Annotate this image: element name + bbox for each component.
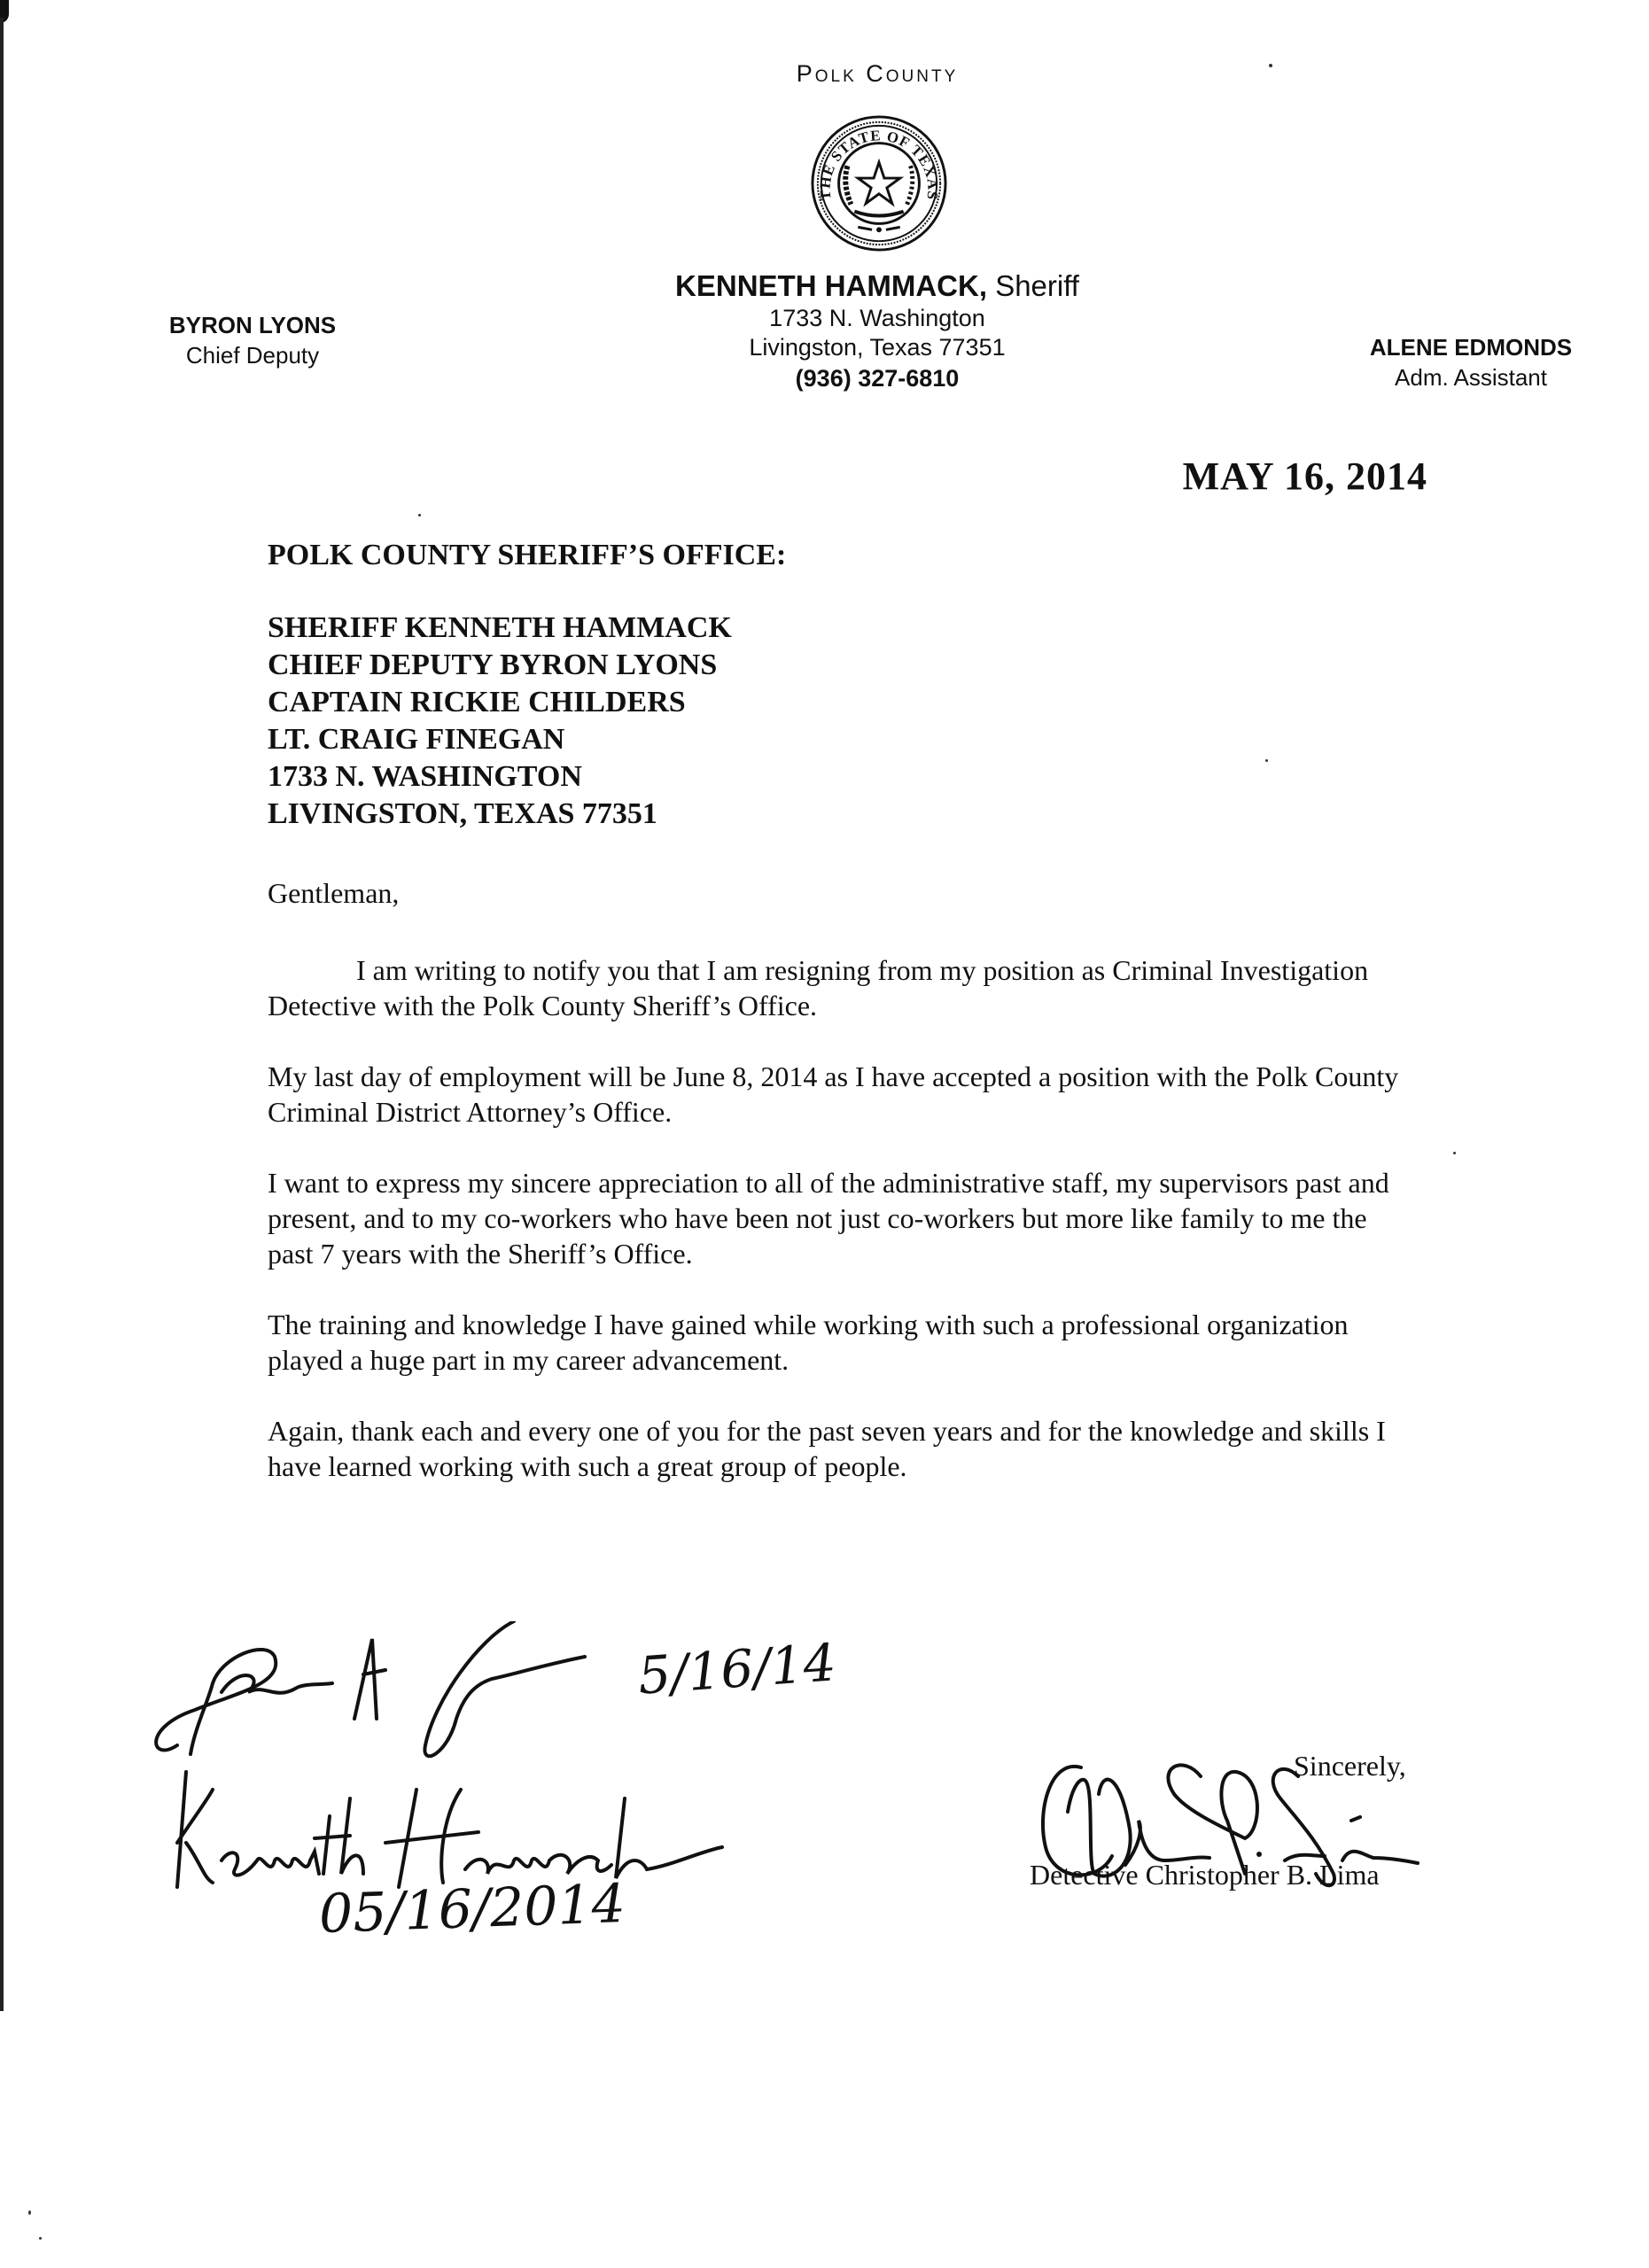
scan-speck: [1453, 1152, 1456, 1154]
addressee-line: CHIEF DEPUTY BYRON LYONS: [268, 649, 718, 681]
kenneth-hammack-signature: [159, 1763, 727, 1896]
body-paragraph: I am writing to notify you that I am resigning from my position as Criminal Investigation Detective with the Polk County Sheriff’s Office.: [268, 954, 1369, 1021]
addressee-line: LIVINGSTON, TEXAS 77351: [268, 797, 657, 830]
scan-speck: [39, 2237, 42, 2240]
byron-lyons-signature-date: 5/16/14: [635, 1632, 838, 1706]
body-paragraph: I want to express my sincere appreciation to all of the administrative staff, my supervisors past and present, and to my co-workers who have been not just co-workers but more like family to me the past 7 years with the Sheriff’s Office.: [268, 1167, 1389, 1270]
letter-date: MAY 16, 2014: [1182, 454, 1427, 498]
admin-assistant-title: Adm. Assistant: [1395, 364, 1547, 391]
seal-text: THE STATE OF TEXAS: [816, 127, 942, 202]
sheriff-contact-block: [611, 268, 1143, 394]
sheriff-name-line: [611, 268, 1143, 304]
county-heading: Polk County: [796, 60, 959, 87]
salutation: Gentleman,: [268, 877, 400, 909]
scan-speck: [1265, 759, 1268, 762]
body-paragraph: My last day of employment will be June 8, 2014 as I have accepted a position with the Polk County Criminal District Attorney’s Office.: [268, 1060, 1399, 1128]
texas-state-seal-icon: [809, 113, 949, 253]
scan-edge-line: [0, 18, 4, 2011]
byron-lyons-signature: [142, 1621, 638, 1772]
admin-assistant-name: ALENE EDMONDS: [1369, 334, 1573, 361]
sheriff-address-line1: 1733 N. Washington: [769, 305, 985, 331]
sheriff-address-line2: Livingston, Texas 77351: [749, 334, 1006, 361]
sheriff-phone: (936) 327-6810: [795, 365, 960, 392]
addressee-line: SHERIFF KENNETH HAMMACK: [268, 611, 732, 644]
scan-speck: [418, 514, 421, 517]
addressee-line: LT. CRAIG FINEGAN: [268, 723, 565, 756]
chief-deputy-title: Chief Deputy: [185, 342, 320, 369]
closing: Sincerely,: [1294, 1750, 1406, 1782]
letter-body: [268, 952, 1420, 1519]
addressee-line: 1733 N. WASHINGTON: [268, 760, 582, 793]
addressee-list: [268, 610, 732, 833]
body-paragraph: The training and knowledge I have gained while working with such a professional organization played a huge part in my career advancement.: [268, 1309, 1349, 1376]
scan-speck: [28, 2210, 31, 2215]
sheriff-title: Sheriff: [995, 269, 1079, 302]
body-paragraph: Again, thank each and every one of you for the past seven years and for the knowledge and skills I have learned working with such a great group of people.: [268, 1415, 1386, 1482]
admin-assistant-block: [1338, 332, 1604, 392]
sheriff-name: KENNETH HAMMACK,: [675, 269, 988, 302]
signer-name: Detective Christopher B. Lima: [1030, 1859, 1380, 1891]
office-heading: POLK COUNTY SHERIFF’S OFFICE:: [268, 539, 787, 571]
chief-deputy-name: BYRON LYONS: [168, 312, 337, 338]
kenneth-hammack-signature-date: 05/16/2014: [317, 1872, 626, 1946]
scan-speck: [1269, 64, 1272, 67]
addressee-line: CAPTAIN RICKIE CHILDERS: [268, 686, 686, 718]
chief-deputy-block: [133, 310, 372, 370]
